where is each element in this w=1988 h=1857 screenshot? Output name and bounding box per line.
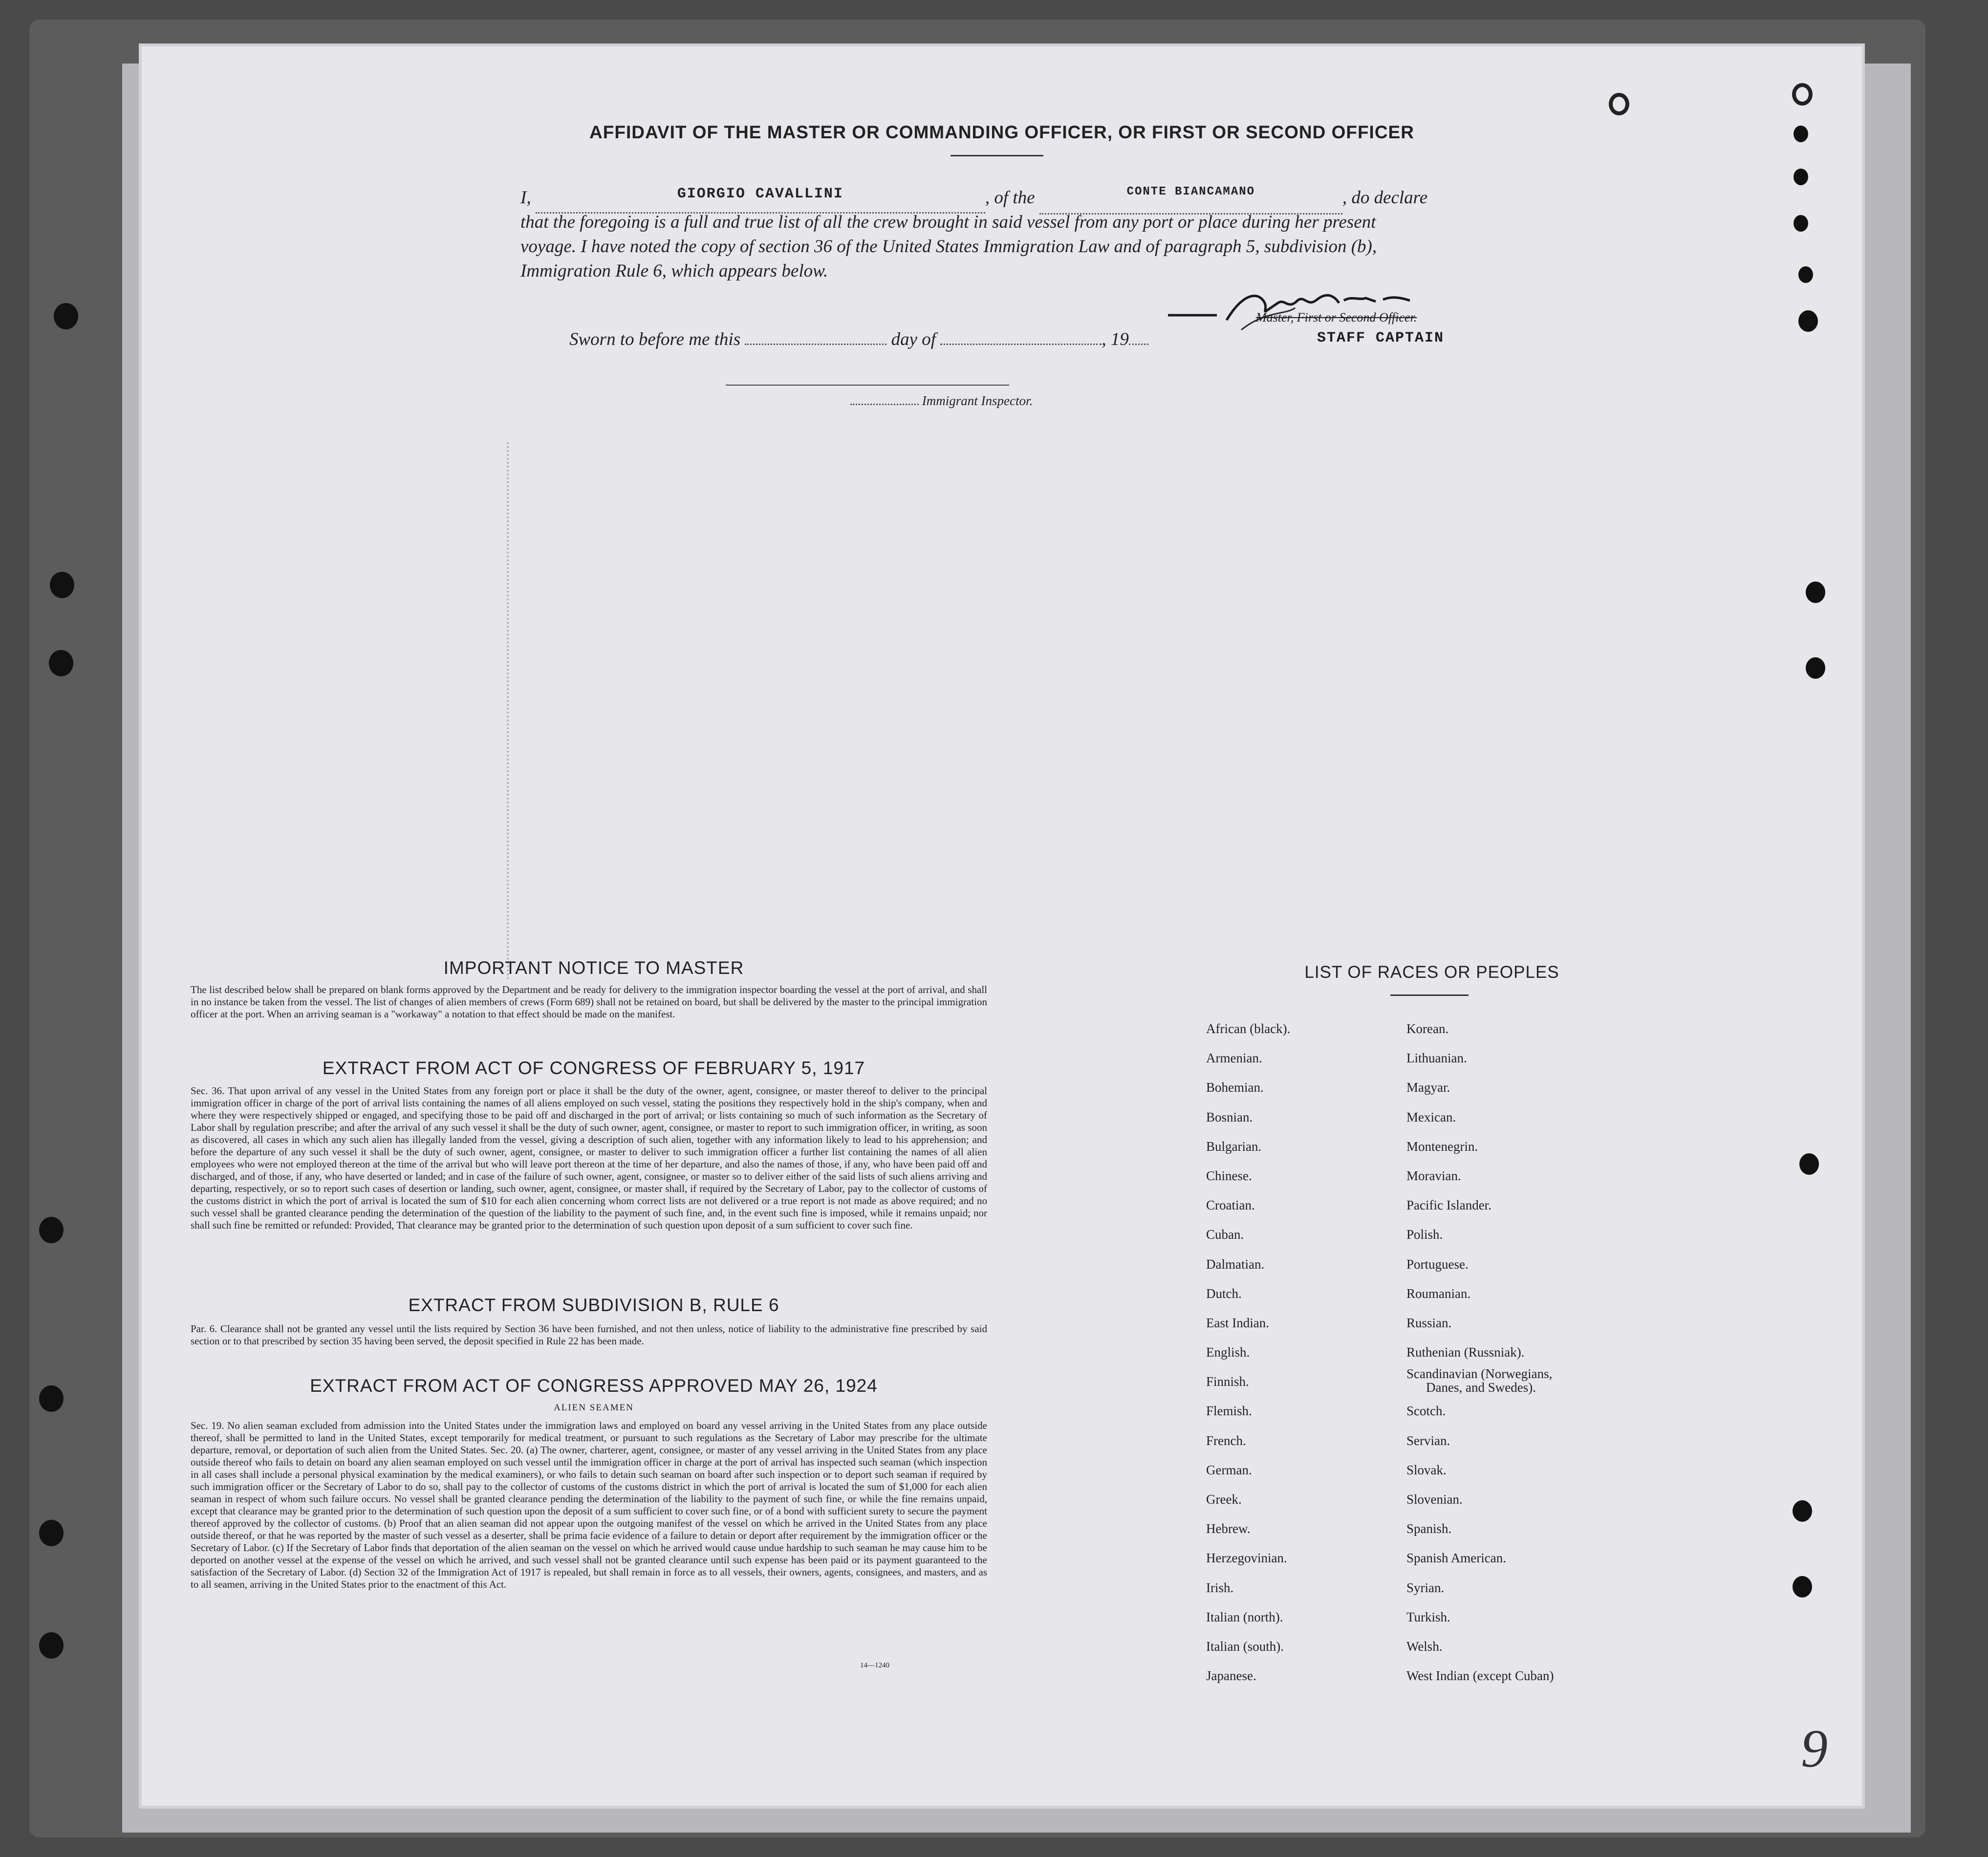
race-item: Korean. xyxy=(1406,1021,1449,1036)
race-item: Scandinavian (Norwegians, Danes, and Swedes). xyxy=(1406,1367,1612,1396)
race-item: Bulgarian. xyxy=(1206,1139,1262,1154)
race-item: Slovak. xyxy=(1406,1462,1447,1477)
race-item: Spanish. xyxy=(1406,1521,1452,1536)
binder-hole xyxy=(49,650,73,676)
punch-hole xyxy=(1799,1153,1819,1175)
race-item: Servian. xyxy=(1406,1433,1450,1448)
affidavit-line-4: Immigration Rule 6, which appears below. xyxy=(520,261,828,281)
inspector-signature-line xyxy=(726,385,1009,386)
race-item: Spanish American. xyxy=(1406,1551,1506,1566)
race-item: Bosnian. xyxy=(1206,1109,1253,1124)
binder-hole xyxy=(54,303,78,329)
race-item: Scotch. xyxy=(1406,1404,1446,1419)
race-item: English. xyxy=(1206,1345,1250,1360)
affidavit-line-1: I, $^{GIORGIO CAVALLINI}$ , of the $^{CONTE BIANCAMANO}$ , do declare xyxy=(520,186,1498,215)
races-left-column xyxy=(1206,1014,1392,1690)
race-item: Italian (south). xyxy=(1206,1639,1284,1654)
race-item: African (black). xyxy=(1206,1021,1291,1036)
race-item: Russian. xyxy=(1406,1315,1452,1330)
race-item: Chinese. xyxy=(1206,1168,1252,1183)
punch-hole xyxy=(1609,93,1629,115)
race-item: Herzegovinian. xyxy=(1206,1551,1287,1566)
punch-hole xyxy=(1806,582,1825,603)
race-item: Dalmatian. xyxy=(1206,1256,1265,1272)
punch-hole xyxy=(1798,266,1813,283)
punch-hole xyxy=(1794,126,1808,142)
inspector-line: Immigrant Inspector. xyxy=(850,389,1033,413)
punch-hole xyxy=(1806,657,1825,679)
race-item-continuation: Danes, and Swedes). xyxy=(1426,1380,1536,1395)
extract-1924-text: Sec. 19. No alien seaman excluded from admission into the United States under the immigration laws and employed on board any vessel arriving in the United States from any place outside thereof, shall be permitted to land in the United States, except temporarily for medical treatment, or pursuant to such regulations as the Secretary of Labor may prescribe for the ultimate departure, removal, or deportation of such alien from the United States. Sec. 20. (a) The owner, charterer, agent, consignee, or master of any vessel arriving in the United States from any place outside thereof who fails to detain on board any alien seaman employed on such vessel until the immigration officer in charge at the port of arrival has inspected such seaman (which inspection in all cases shall include a personal physical examination by the medical examiners), or who fails to detain such seaman on board after such inspection or to deport such seaman if required by such immigration officer or the Secretary of Labor to do so, shall pay to the collector of customs of the customs district in which the port of arrival is located the sum of $1,000 for each alien seaman in respect of whom such failure occurs. No vessel shall be granted clearance pending the determination of the liability to the payment of such fine, or while the fine remains unpaid, except that clearance may be granted prior to the determination of such question upon the deposit of a sum sufficient to cover such fine, or of a bond with sufficient surety to secure the payment thereof approved by the collector of customs. (b) Proof that an alien seaman did not appear upon the outgoing manifest of the vessel on which he arrived in the United States from any place outside thereof, or that he was reported by the master of such vessel as a deserter, shall be prima facie evidence of a failure to detain or deport after requirement by the immigration officer or the Secretary of Labor. (c) If the Secretary of Labor finds that deportation of the alien seaman on the vessel on which he arrived would cause undue hardship to such seaman he may cause him to be deported on another vessel at the expense of the vessel on which he arrived, and such vessel shall not be granted clearance until such expense has been paid or its payment guaranteed to the satisfaction of the Secretary of Labor. (d) Section 32 of the Immigration Act of 1917 is repealed, but shall remain in force as to all vessels, their owners, agents, consignees, and masters, and as to all seamen, arriving in the United States prior to the enactment of this Act. xyxy=(191,1420,987,1590)
binder-hole xyxy=(39,1217,64,1243)
binder-hole xyxy=(39,1520,64,1546)
sworn-line: Sworn to before me this day of , 19 xyxy=(569,327,1351,352)
signer-title-struck: Master, First or Second Officer. xyxy=(1256,310,1417,324)
race-item: Turkish. xyxy=(1406,1609,1450,1624)
race-item: East Indian. xyxy=(1206,1315,1269,1330)
punch-hole xyxy=(1793,1576,1812,1598)
race-item: Polish. xyxy=(1406,1227,1443,1242)
race-item: Greek. xyxy=(1206,1492,1242,1507)
punch-hole xyxy=(1792,83,1813,106)
race-item: Dutch. xyxy=(1206,1286,1242,1301)
notice-text: The list described below shall be prepared on blank forms approved by the Department and be ready for delivery to the immigration inspector boarding the vessel at the port of arrival, and shall in no instance be taken from the vessel. The list of changes of alien members of crews (Form 689) shall not be retained on board, but shall be delivered by the master to the principal immigration officer at the port. When an arriving seaman is a "workaway" a notation to that effect should be made on the manifest. xyxy=(191,984,987,1020)
race-item: Irish. xyxy=(1206,1580,1234,1595)
punch-hole xyxy=(1793,1500,1812,1522)
race-item: Ruthenian (Russniak). xyxy=(1406,1345,1525,1360)
form-number: 14—1240 xyxy=(860,1662,889,1669)
race-item: Cuban. xyxy=(1206,1227,1244,1242)
races-title-rule xyxy=(1390,994,1469,996)
punch-hole xyxy=(1794,215,1808,232)
race-item: Montenegrin. xyxy=(1406,1139,1478,1154)
race-item: Hebrew. xyxy=(1206,1521,1251,1536)
binder-hole xyxy=(39,1385,64,1412)
signer-title: STAFF CAPTAIN xyxy=(1317,330,1445,346)
vessel-name: CONTE BIANCAMANO xyxy=(1126,185,1255,198)
title-rule xyxy=(951,155,1043,156)
punch-hole xyxy=(1798,310,1818,332)
race-item: West Indian (except Cuban) xyxy=(1406,1668,1554,1684)
race-item: Syrian. xyxy=(1406,1580,1445,1595)
extract-rule6-text: Par. 6. Clearance shall not be granted any vessel until the lists required by Section 36 have been furnished, and not then unless, notice of liability to the administrative fine prescribed by said section or to that prescribed by section 35 having been served, the deposit specified in Rule 22 has been made. xyxy=(191,1323,987,1347)
race-item: Flemish. xyxy=(1206,1404,1252,1419)
race-item: Mexican. xyxy=(1406,1109,1456,1124)
extract-1924-title: EXTRACT FROM ACT OF CONGRESS APPROVED MAY 26, 1924 xyxy=(310,1376,878,1396)
extract-rule6-title: EXTRACT FROM SUBDIVISION B, RULE 6 xyxy=(408,1295,779,1315)
extract-1917-text: Sec. 36. That upon arrival of any vessel in the United States from any foreign port or place it shall be the duty of the owner, agent, consignee, or master thereof to deliver to the principal immigration officer in charge of the port of arrival lists containing the names of all aliens employed on such vessel, stating the positions they respectively hold in the ship's company, when and where they were respectively shipped or engaged, and specifying those to be paid off and discharged in the port of arrival; or lists containing so much of such information as the Secretary of Labor shall by regulation prescribe; and after the arrival of any such vessel it shall be the duty of such owner, agent, consignee, or master to report to such immigration officer, in writing, as soon as discovered, all cases in which any such alien has illegally landed from the vessel, giving a description of such alien, together with any information likely to lead to his apprehension; and before the departure of any such vessel it shall be the duty of such owner, agent, consignee, or master to deliver to such immigration officer a further list containing the names of all alien employees who were not employed thereon at the time of the arrival but who will leave port thereon at the time of her departure, and also the names of those, if any, who have been paid off and discharged, and of those, if any, who have deserted or landed; and in case of the failure of such owner, agent, consignee, or master so to deliver either of the said lists of such aliens arriving and departing, respectively, or so to report such cases of desertion or landing, such owner, agent, consignee, or master shall, if required by the Secretary of Labor, pay to the collector of customs of the customs district in which the port of arrival is located the sum of $10 for each alien concerning whom correct lists are not delivered or a true report is not made as above required; and no such vessel shall be granted clearance pending the determination of the question of the liability to the payment of such fine, and, in the event such fine is imposed, while it remains unpaid; nor shall such fine be remitted or refunded: Provided, That clearance may be granted prior to the determination of such question upon deposit of a sum sufficient to cover such fine. xyxy=(191,1085,987,1231)
race-item: Croatian. xyxy=(1206,1198,1255,1213)
page-number: 9 xyxy=(1801,1719,1828,1778)
race-item: Slovenian. xyxy=(1406,1492,1463,1507)
margin-guide xyxy=(507,442,509,980)
affidavit-title: AFFIDAVIT OF THE MASTER OR COMMANDING OFFICER, OR FIRST OR SECOND OFFICER xyxy=(589,122,1414,142)
sworn-year-field xyxy=(1129,344,1148,345)
race-item: Finnish. xyxy=(1206,1374,1249,1389)
race-item: German. xyxy=(1206,1462,1252,1477)
race-item: Portuguese. xyxy=(1406,1256,1469,1272)
extract-1917-title: EXTRACT FROM ACT OF CONGRESS OF FEBRUARY 5, 1917 xyxy=(322,1058,865,1078)
officer-name-field xyxy=(536,186,985,214)
binder-hole xyxy=(50,572,74,598)
race-item: Bohemian. xyxy=(1206,1080,1264,1095)
manifest-page xyxy=(142,46,1862,1806)
race-item: Pacific Islander. xyxy=(1406,1198,1491,1213)
sworn-day-field xyxy=(745,344,886,345)
affidavit-line-2: that the foregoing is a full and true list of all the crew brought in said vessel from any port or place during her present xyxy=(520,212,1376,232)
race-item: Italian (north). xyxy=(1206,1609,1283,1624)
punch-hole xyxy=(1794,169,1808,185)
race-item: Roumanian. xyxy=(1406,1286,1471,1301)
race-item: Welsh. xyxy=(1406,1639,1443,1654)
race-item: Moravian. xyxy=(1406,1168,1461,1183)
binder-hole xyxy=(39,1632,64,1659)
race-item: Japanese. xyxy=(1206,1668,1256,1684)
notice-title: IMPORTANT NOTICE TO MASTER xyxy=(443,958,744,978)
race-item: French. xyxy=(1206,1433,1246,1448)
officer-name: GIORGIO CAVALLINI xyxy=(677,186,843,202)
races-title: LIST OF RACES OR PEOPLES xyxy=(1304,963,1559,982)
sworn-month-field xyxy=(940,344,1102,345)
race-item: Armenian. xyxy=(1206,1051,1262,1066)
race-item: Magyar. xyxy=(1406,1080,1450,1095)
affidavit-line-3: voyage. I have noted the copy of section 36 of the United States Immigration Law and of paragraph 5, subdivision (b), xyxy=(520,237,1377,257)
races-right-column xyxy=(1406,1014,1612,1690)
race-item: Lithuanian. xyxy=(1406,1051,1467,1066)
extract-1924-subtitle: ALIEN SEAMEN xyxy=(554,1403,634,1413)
